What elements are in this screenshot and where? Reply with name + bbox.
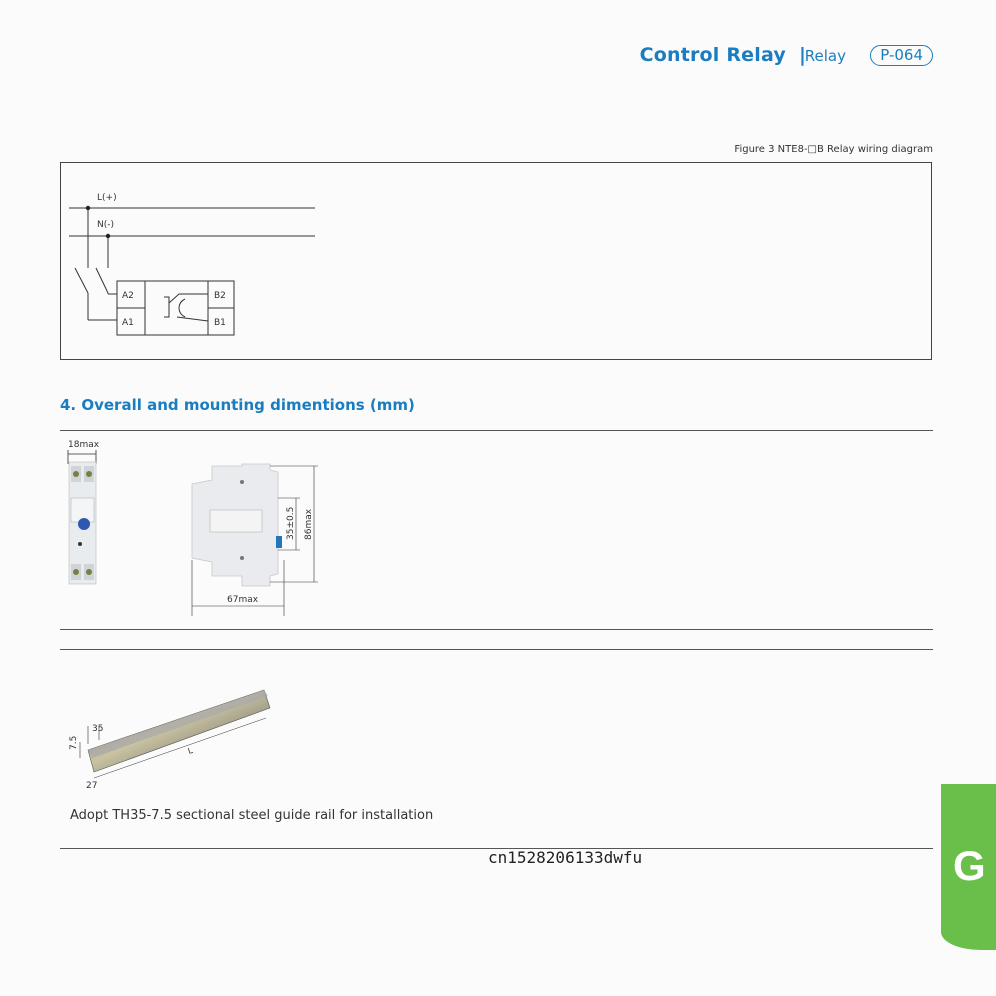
rail-dim-bottom: 27: [86, 781, 98, 791]
watermark-text: cn1528206133dwfu: [488, 848, 643, 867]
dim-depth: 67max: [227, 595, 259, 605]
switch-n-blade: [96, 268, 108, 293]
dim-rail-height: 35±0.5: [286, 506, 296, 540]
rail-dim-side: 7.5: [69, 735, 79, 750]
junction-n: [106, 234, 110, 238]
dim-height: 86max: [304, 508, 314, 540]
relay-side-view: [192, 464, 318, 616]
junction-l: [86, 206, 90, 210]
label-a2: A2: [122, 291, 134, 301]
relay-front-view: [68, 440, 100, 584]
section-rule-middle: [60, 629, 933, 630]
rail-caption: Adopt TH35-7.5 sectional steel guide rail for installation: [70, 808, 434, 823]
section-rule-lower: [60, 649, 933, 650]
contact-symbol-arc: [179, 299, 185, 317]
section-rule-top: [60, 430, 933, 431]
dimension-drawings: [60, 436, 360, 622]
label-b1: B1: [214, 318, 226, 328]
chapter-letter: G: [953, 842, 986, 889]
label-l-plus: L(+): [97, 193, 117, 203]
contact-symbol-blade: [169, 294, 179, 303]
label-n-minus: N(-): [97, 220, 115, 230]
section-title: 4. Overall and mounting dimentions (mm): [60, 396, 415, 414]
wiring-diagram: [61, 163, 933, 361]
rail-dim-top: 35: [92, 724, 104, 734]
contact-symbol-left: [164, 297, 169, 317]
label-b2: B2: [214, 291, 226, 301]
wiring-diagram-frame: [60, 162, 932, 360]
page-subtitle: Relay: [804, 47, 846, 65]
switch-l-blade: [75, 268, 88, 293]
page-code-badge: P-064: [870, 45, 933, 66]
din-rail-drawing: [64, 684, 284, 794]
relay-body: [145, 281, 208, 335]
front-dial: [78, 518, 90, 530]
label-a1: A1: [122, 318, 134, 328]
rail-dim-length: L: [186, 745, 194, 756]
title-separator: |: [799, 44, 806, 66]
contact-symbol-b1: [177, 317, 208, 321]
figure-caption: Figure 3 NTE8-□B Relay wiring diagram: [734, 144, 933, 155]
page-title: Control Relay: [639, 44, 786, 66]
dim-front-width: 18max: [68, 440, 100, 450]
